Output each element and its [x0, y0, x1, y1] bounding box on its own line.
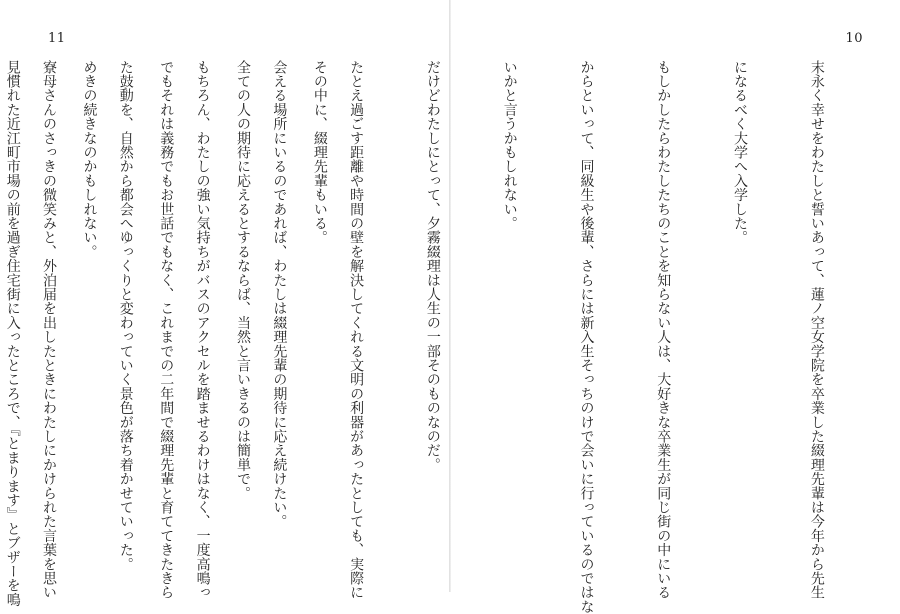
text-line: 見慣れた近江町市場の前を過ぎ住宅街に入ったところで、『とまります』とブザーを鳴: [4, 60, 21, 607]
page-number: 10: [845, 31, 863, 46]
text-line: でもそれは義務でもお世話でもなく、これまでの二年間で綴理先輩と育ててきたきら: [158, 60, 175, 600]
text-line: 寮母さんのさっきの微笑みと、外泊届を出したときにわたしにかけられた言葉を思い: [41, 60, 57, 600]
page-number: 11: [48, 31, 66, 46]
text-line: たとえ過ごす距離や時間の壁を解決してくれる文明の利器があったとしても、実際に: [348, 60, 365, 600]
text-line: めきの続きなのかもしれない。: [81, 60, 98, 259]
text-line: もちろん、わたしの強い気持ちがバスのアクセルを踏ませるわけはなく、一度高鳴っ: [194, 60, 211, 600]
text-line: もしかしたらわたしたちのことを知らない人は、大好きな卒業生が同じ街の中にいる: [655, 60, 672, 600]
text-line: だけどわたしにとって、夕霧綴理は人生の一部そのものなのだ。: [424, 60, 441, 472]
text-line: 末永く幸せをわたしと誓いあって、蓮ノ空女学院を卒業した綴理先輩は今年から先生: [808, 60, 825, 600]
text-line: その中に、綴理先輩もいる。: [311, 60, 328, 245]
text-line: 会える場所にいるのであれば、わたしは綴理先輩の期待に応え続けたい。: [271, 60, 288, 529]
text-line: 全ての人の期待に応えるとするならば、当然と言いきるのは簡単で。: [235, 60, 252, 501]
text-line: いかと言うかもしれない。: [501, 60, 518, 231]
text-line: からといって、同級生や後輩、さらには新入生そっちのけで会いに行っているのではな: [578, 60, 595, 614]
text-line: になるべく大学へ入学した。: [732, 60, 749, 245]
text-line: た鼓動を、自然から都会へゆっくりと変わっていく景色が落ち着かせていった。: [117, 60, 134, 572]
